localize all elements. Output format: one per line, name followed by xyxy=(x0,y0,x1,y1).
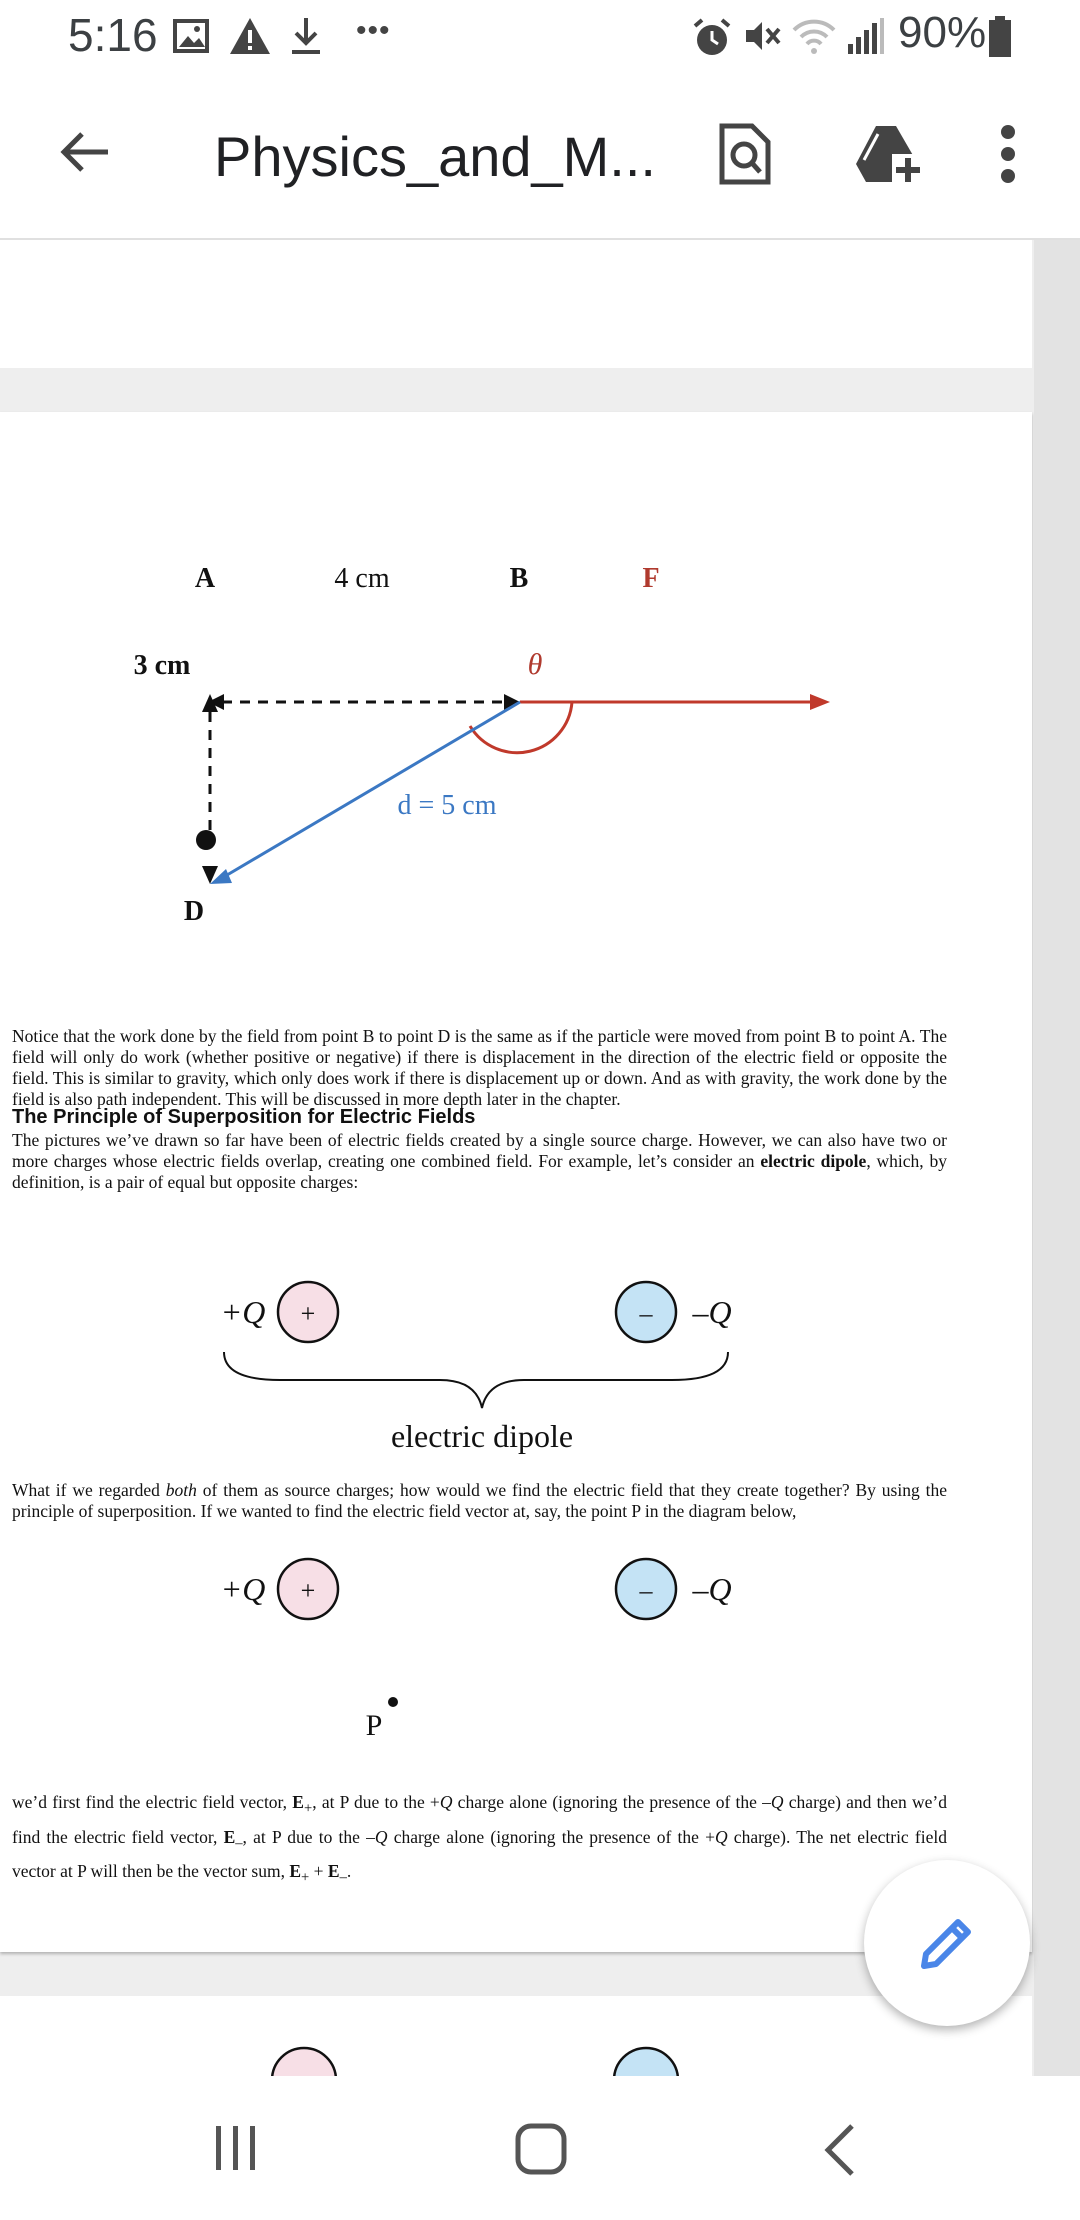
label-b: B xyxy=(509,563,529,594)
home-icon[interactable] xyxy=(514,2122,568,2176)
signal-icon xyxy=(846,16,886,56)
back-arrow-icon[interactable] xyxy=(56,122,116,182)
document-viewer[interactable] xyxy=(0,240,1080,2080)
paragraph-vector-sum: we’d first find the electric field vector, $E_+$, at P due to the +Q charge alone (ignoring the presence of the –Q charge) and then we’d find the electric field vector, $E_-$, at P due to the –Q charge alone (ignoring the presence of the +Q charge). The net electric field vector at P will then be the vector sum, $E_+ + E_-$. xyxy=(12,1792,947,1886)
plus-q-label: +Q xyxy=(220,1294,266,1330)
document-page xyxy=(0,412,1032,1952)
label-3cm: 3 cm xyxy=(133,650,191,681)
plus-sign: + xyxy=(300,1576,316,1605)
label-4cm: 4 cm xyxy=(334,563,390,594)
edit-fab-button[interactable] xyxy=(864,1860,1030,2026)
alarm-icon xyxy=(690,16,734,60)
more-dots-icon: ••• xyxy=(356,14,391,47)
find-in-document-icon[interactable] xyxy=(718,122,772,186)
minus-sign: – xyxy=(639,1576,653,1605)
status-time: 5:16 xyxy=(68,9,158,61)
dipole-caption: electric dipole xyxy=(390,1418,574,1454)
system-navigation-bar xyxy=(0,2076,1080,2220)
minus-q-label: –Q xyxy=(692,1294,732,1330)
point-p-dot xyxy=(388,1697,398,1707)
minus-sign: – xyxy=(639,1299,653,1328)
recent-apps-icon[interactable] xyxy=(212,2122,260,2174)
paragraph-superposition: The pictures we’ve drawn so far have been of electric fields created by a single source charge. However, we can also have two or more charges whose electric fields overlap, creating one combined field. For example, let’s consider an electric dipole, which, by definition, is a pair of equal but opposite charges: xyxy=(12,1130,947,1192)
status-bar xyxy=(0,0,1080,72)
image-icon xyxy=(172,16,212,56)
document-title: Physics_and_M... xyxy=(214,125,656,188)
document-page-top xyxy=(0,240,1032,368)
label-distance: d = 5 cm xyxy=(397,790,497,821)
minus-q-label: –Q xyxy=(692,1571,732,1607)
paragraph-work: Notice that the work done by the field from point B to point D is the same as if the particle were moved from point B to point A. The field will only do work (whether positive or negative) if there is displacement in the direction of the electric field or opposite the field. This is similar to gravity, which only does work if there is displacement up or down. And as with gravity, the work done by the field is also path independent. This will be discussed in more depth later in the chapter. xyxy=(12,1026,947,1109)
mute-icon xyxy=(742,16,782,56)
back-icon[interactable] xyxy=(820,2122,860,2178)
dipole-brace xyxy=(224,1352,728,1408)
label-a: A xyxy=(194,563,216,594)
more-options-icon[interactable] xyxy=(998,124,1018,184)
plus-q-label: +Q xyxy=(220,1571,266,1607)
wifi-icon xyxy=(792,16,836,56)
pencil-icon xyxy=(916,1912,978,1974)
charge-dot xyxy=(196,830,216,850)
download-icon xyxy=(288,16,324,56)
add-to-drive-icon[interactable] xyxy=(852,124,924,186)
label-d: D xyxy=(183,896,205,927)
plus-sign: + xyxy=(300,1299,316,1328)
scrollbar-track[interactable] xyxy=(1034,240,1080,2080)
battery-percent: 90% xyxy=(898,8,987,57)
work-path-diagram xyxy=(0,412,1032,927)
angle-arc xyxy=(470,702,572,753)
battery-icon xyxy=(988,16,1012,58)
paragraph-both-charges: What if we regarded both of them as source charges; how would we find the electric field that they create together? By using the principle of superposition. If we wanted to find the electric field vector at, say, the point P in the diagram below, xyxy=(12,1480,947,1521)
force-arrow-head xyxy=(810,694,830,710)
section-heading: The Principle of Superposition for Electric Fields xyxy=(12,1106,476,1128)
app-bar xyxy=(0,72,1080,240)
charges-point-diagram xyxy=(0,1552,1032,1772)
electric-dipole-diagram xyxy=(0,1272,1032,1492)
point-p-label: P xyxy=(365,1709,383,1742)
label-theta: θ xyxy=(527,648,543,681)
warning-icon xyxy=(228,16,272,56)
label-f: F xyxy=(642,563,660,594)
